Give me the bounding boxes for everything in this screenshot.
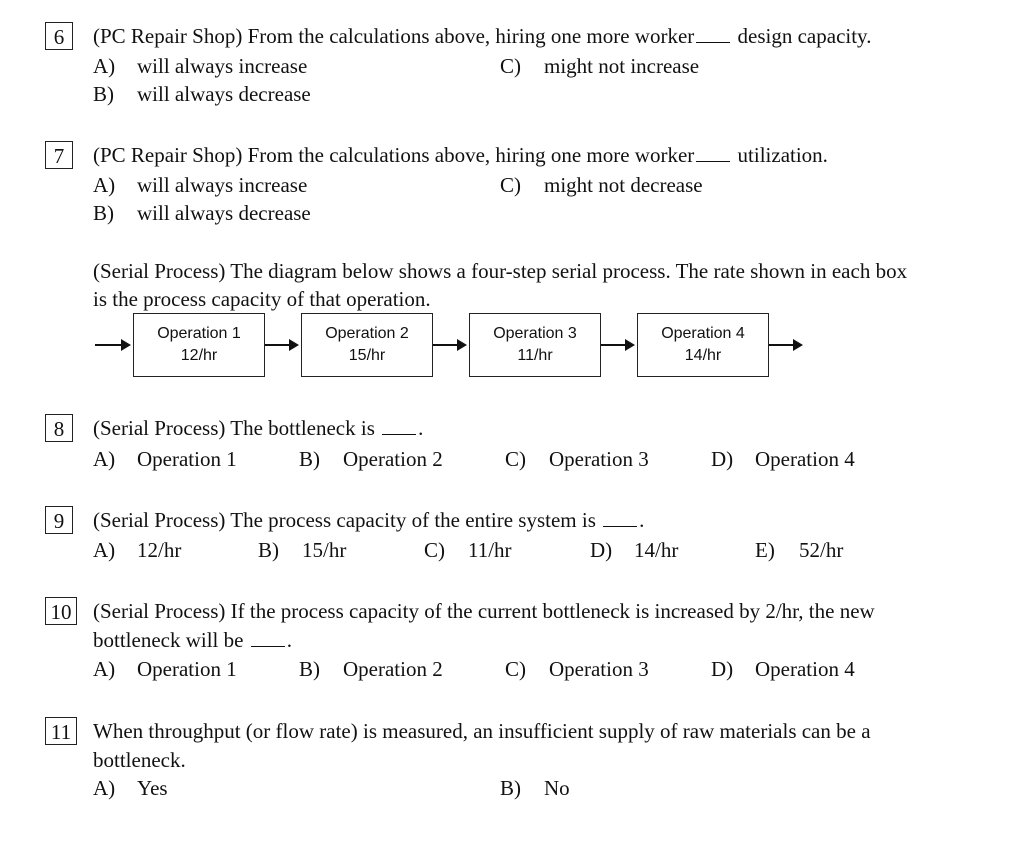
question-text [93,506,644,534]
option-b [299,655,443,683]
operation-3-box [469,313,601,377]
answer-blank [696,143,730,162]
serial-process-intro-line-1: (Serial Process) The diagram below shows a four-step serial process. The rate shown in each box [93,259,908,283]
option-letter: B) [299,447,320,471]
serial-process-diagram [95,313,815,381]
option-text: Operation 3 [549,657,649,681]
option-text: 52/hr [799,538,844,562]
arrow-in [95,344,129,346]
option-b [93,80,311,108]
question-text-line-2 [93,626,292,654]
option-b [93,199,311,227]
operation-rate: 15/hr [348,347,386,364]
operation-name: Operation 3 [493,325,577,342]
operation-name: Operation 4 [661,325,745,342]
arrow-3-4 [601,344,633,346]
option-letter: E) [755,538,775,562]
option-letter: A) [93,447,116,471]
question-text-part: (Serial Process) The bottleneck is [93,416,375,440]
option-text: Operation 4 [755,657,855,681]
option-letter: D) [711,657,734,681]
option-text: 11/hr [468,538,512,562]
option-text: Operation 2 [343,657,443,681]
option-a [93,445,237,473]
option-text: No [544,776,570,800]
option-b [500,774,570,802]
option-text: will always decrease [137,201,311,225]
option-letter: A) [93,776,116,800]
arrow-1-2 [265,344,297,346]
operation-name: Operation 1 [157,325,241,342]
option-c [500,52,699,80]
option-text: 12/hr [137,538,182,562]
question-text-part: (PC Repair Shop) From the calculations above, hiring one more worker [93,143,695,167]
option-c [505,655,649,683]
operation-rate: 12/hr [180,347,218,364]
option-a [93,655,237,683]
option-text: will always increase [137,54,308,78]
question-text-part: . [639,508,645,532]
operation-rate: 11/hr [517,347,553,364]
serial-process-intro-line-2: is the process capacity of that operation. [93,287,431,311]
option-letter: B) [500,776,521,800]
option-letter: D) [711,447,734,471]
question-text-part: utilization. [737,143,828,167]
option-text: 15/hr [302,538,347,562]
question-text-part: (Serial Process) The process capacity of the entire system is [93,508,596,532]
answer-blank [382,416,416,435]
question-number-box: 7 [45,141,73,169]
question-text-line-1: When throughput (or flow rate) is measured, an insufficient supply of raw materials can be a [93,719,871,743]
option-text: Operation 1 [137,447,237,471]
option-d [711,445,855,473]
option-a [93,536,181,564]
answer-blank [251,628,285,647]
option-letter: A) [93,657,116,681]
question-text-part: bottleneck will be [93,628,244,652]
option-text: Operation 4 [755,447,855,471]
arrow-out [769,344,801,346]
option-b [258,536,346,564]
question-text-line-1: (Serial Process) If the process capacity of the current bottleneck is increased by 2/hr, the new [93,599,875,623]
option-letter: B) [258,538,279,562]
question-text [93,414,423,442]
answer-blank [696,24,730,43]
option-text: might not increase [544,54,700,78]
option-a [93,774,168,802]
option-text: might not decrease [544,173,703,197]
operation-2-box [301,313,433,377]
option-letter: A) [93,538,116,562]
option-c [505,445,649,473]
option-letter: A) [93,173,116,197]
question-number-box: 8 [45,414,73,442]
operation-name: Operation 2 [325,325,409,342]
question-text-part: . [286,628,292,652]
option-c [424,536,512,564]
option-d [590,536,678,564]
option-letter: C) [500,54,521,78]
question-number-box: 11 [45,717,77,745]
option-letter: A) [93,54,116,78]
option-letter: C) [500,173,521,197]
option-letter: B) [93,82,114,106]
question-text [93,22,871,50]
option-letter: C) [505,657,526,681]
option-text: will always decrease [137,82,311,106]
question-text-part: design capacity. [737,24,872,48]
option-c [500,171,703,199]
option-text: Operation 3 [549,447,649,471]
answer-blank [603,508,637,527]
question-text [93,141,828,169]
option-text: Operation 2 [343,447,443,471]
option-letter: C) [505,447,526,471]
option-b [299,445,443,473]
option-letter: D) [590,538,613,562]
operation-1-box [133,313,265,377]
operation-4-box [637,313,769,377]
arrow-2-3 [433,344,465,346]
option-d [711,655,855,683]
option-a [93,171,307,199]
option-text: 14/hr [634,538,679,562]
option-text: will always increase [137,173,308,197]
operation-rate: 14/hr [684,347,722,364]
question-text-part: . [418,416,424,440]
question-text-line-2: bottleneck. [93,748,186,772]
option-a [93,52,307,80]
question-number-box: 6 [45,22,73,50]
option-text: Operation 1 [137,657,237,681]
question-text-part: (PC Repair Shop) From the calculations above, hiring one more worker [93,24,695,48]
option-e [755,536,843,564]
question-number-box: 10 [45,597,77,625]
question-number-box: 9 [45,506,73,534]
option-letter: B) [93,201,114,225]
option-letter: C) [424,538,445,562]
option-letter: B) [299,657,320,681]
option-text: Yes [137,776,168,800]
